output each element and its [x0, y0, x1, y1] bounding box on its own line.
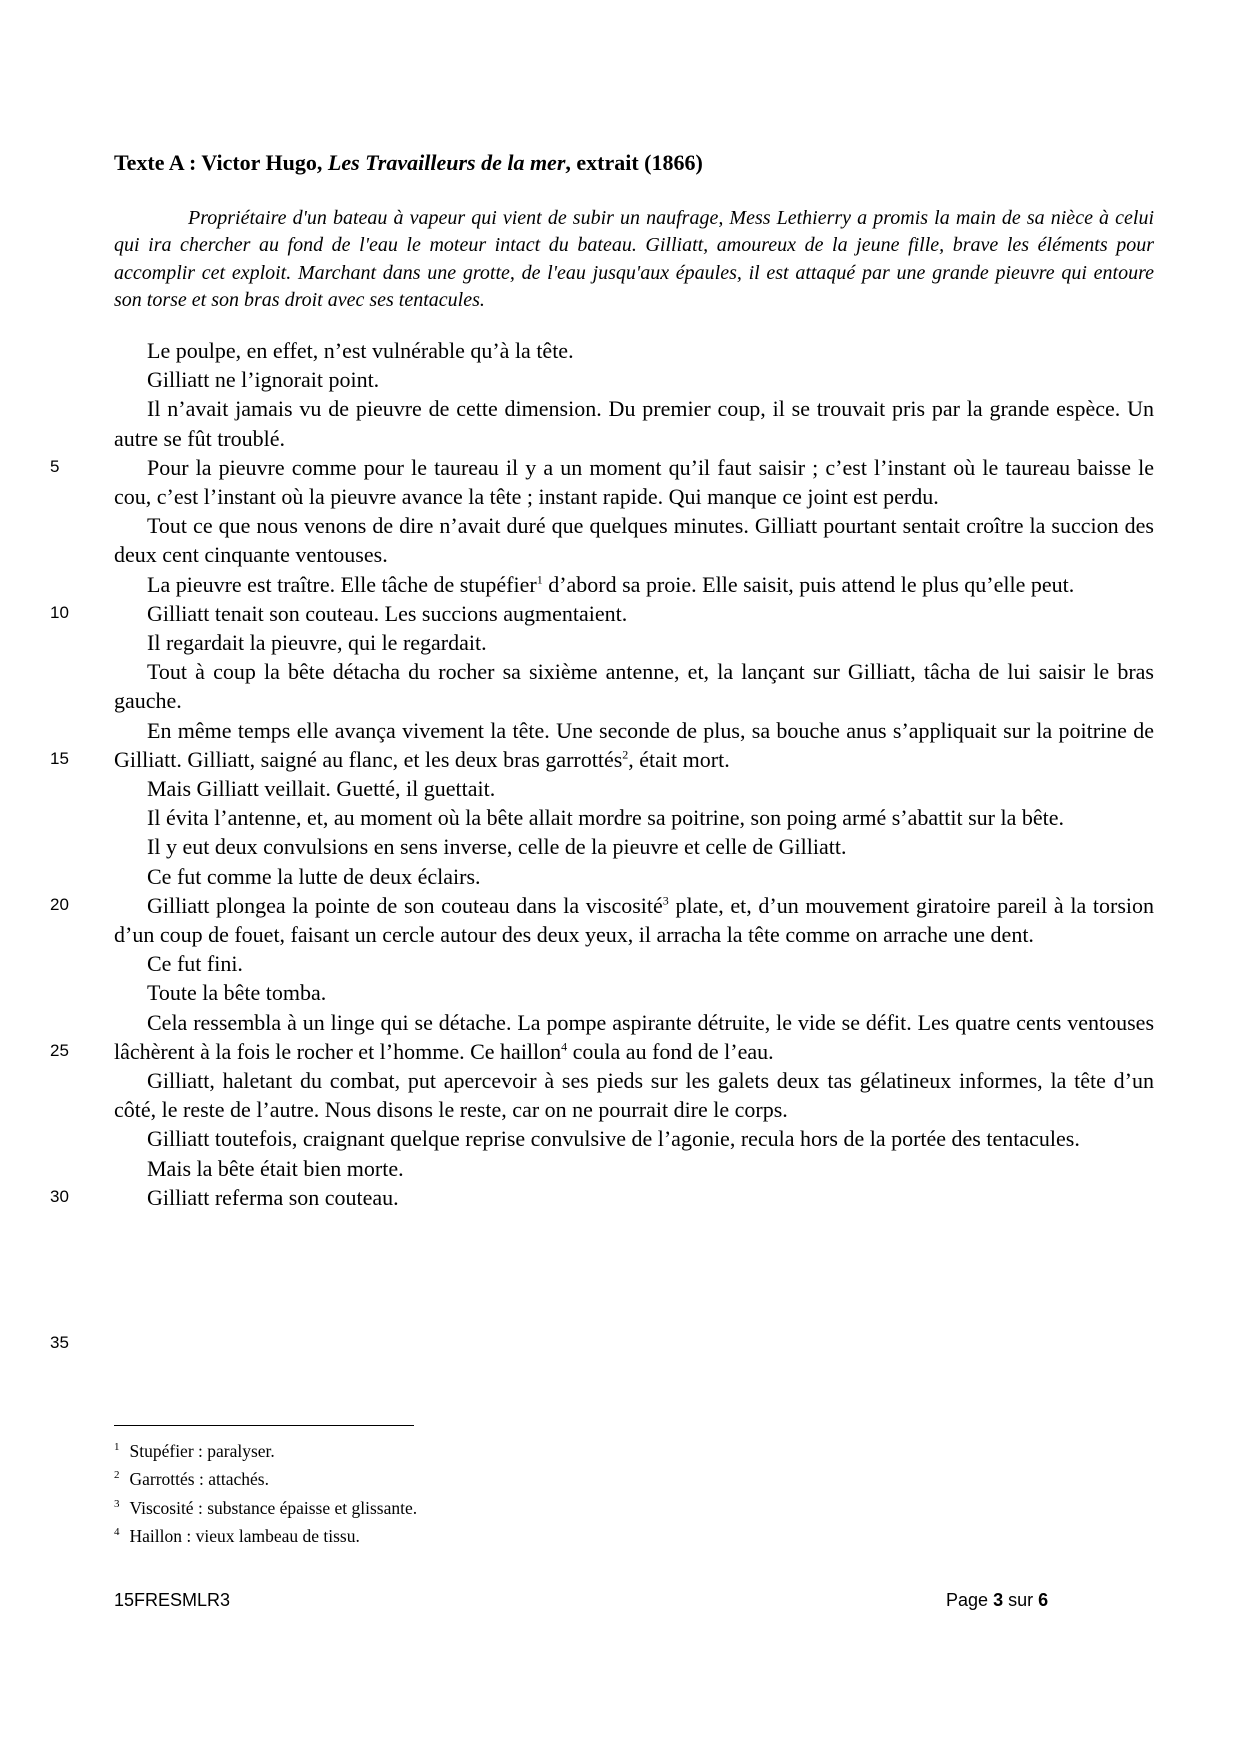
- paragraph: Gilliatt plongea la pointe de son couteau dans la viscosité$^3$ plate, et, d’un mouvement giratoire pareil à la torsion d’un coup de fouet, faisant un cercle autour des deux yeux, il arracha la tête comme on arrache une dent.: [114, 892, 1154, 948]
- footnote-ref: 3: [662, 893, 669, 908]
- paragraph: Mais la bête était bien morte.: [147, 1155, 404, 1181]
- paragraph: Toute la bête tomba.: [147, 980, 327, 1006]
- line-number: 5: [50, 457, 60, 476]
- paragraph: Pour la pieuvre comme pour le taureau il y a un moment qu’il faut saisir ; c’est l’instant où le taureau baisse le cou, c’est l’instant où la pieuvre avance la tête ; instant rapide. Qui manque ce joint est perdu.: [114, 454, 1154, 510]
- line-number: 15: [50, 749, 69, 768]
- paragraph: Le poulpe, en effet, n’est vulnérable qu’à la tête.: [147, 338, 574, 363]
- paragraph: Gilliatt toutefois, craignant quelque reprise convulsive de l’agonie, recula hors de la portée des tentacules.: [147, 1126, 1080, 1152]
- paragraph: Gilliatt tenait son couteau. Les succions augmentaient.: [147, 600, 628, 626]
- footnote: $^2$ Garrottés : attachés.: [114, 1469, 269, 1490]
- page-number: Page 3 sur 6: [946, 1590, 1049, 1610]
- line-number: 35: [50, 1333, 69, 1352]
- paragraph: Il n’avait jamais vu de pieuvre de cette dimension. Du premier coup, il se trouvait pris par la grande espèce. Un autre se fût troublé.: [114, 396, 1154, 451]
- paragraph: Gilliatt referma son couteau.: [147, 1184, 399, 1210]
- paragraph: Mais Gilliatt veillait. Guetté, il guettait.: [147, 776, 496, 802]
- footnote-ref: 4: [561, 1039, 568, 1054]
- paragraph: En même temps elle avança vivement la tête. Une seconde de plus, sa bouche anus s’appliquait sur la poitrine de Gilliatt. Gilliatt, saigné au flanc, et les deux bras garrottés$^2$, était mort.: [114, 717, 1154, 772]
- intro-paragraph: Propriétaire d'un bateau à vapeur qui vient de subir un naufrage, Mess Lethierry a promis la main de sa nièce à celui qui ira chercher au fond de l'eau le moteur intact du bateau. Gilliatt, amoureux de la jeune fille, brave les éléments pour accomplir cet exploit. Marchant dans une grotte, de l'eau jusqu'aux épaules, il est attaqué par une grande pieuvre qui entoure son torse et son bras droit avec ses tentacules.: [114, 207, 1154, 312]
- paragraph: Gilliatt, haletant du combat, put apercevoir à ses pieds sur les galets deux tas gélatineux informes, la tête d’un côté, le reste de l’autre. Nous disons le reste, car on ne pourrait dire le corps.: [114, 1068, 1154, 1123]
- footnote: $^3$ Viscosité : substance épaisse et glissante.: [114, 1497, 418, 1518]
- paragraph: Il regardait la pieuvre, qui le regardait.: [147, 630, 487, 656]
- paragraph: Ce fut fini.: [147, 951, 243, 977]
- paragraph: Tout à coup la bête détacha du rocher sa sixième antenne, et, la lançant sur Gilliatt, tâcha de lui saisir le bras gauche.: [114, 659, 1154, 714]
- paragraph: La pieuvre est traître. Elle tâche de stupéfier$^1$ d’abord sa proie. Elle saisit, puis attend le plus qu’elle peut.: [147, 571, 1075, 597]
- text-title: Texte A : Victor Hugo, Les Travailleurs de la mer, extrait (1866): [114, 150, 703, 175]
- footnote-divider: [114, 1425, 414, 1426]
- paragraph: Tout ce que nous venons de dire n’avait duré que quelques minutes. Gilliatt pourtant sentait croître la succion des deux cent cinquante ventouses.: [114, 513, 1154, 568]
- paragraph: Cela ressembla à un linge qui se détache. La pompe aspirante détruite, le vide se défit. Les quatre cents ventouses lâchèrent à la fois le rocher et l’homme. Ce haillon$^4$ coula au fond de l’eau.: [114, 1009, 1154, 1064]
- document-code: 15FRESMLR3: [114, 1590, 231, 1610]
- footnote-ref: 2: [622, 747, 629, 762]
- paragraph: Il évita l’antenne, et, au moment où la bête allait mordre sa poitrine, son poing armé s’abattit sur la bête.: [147, 805, 1064, 831]
- footnotes: [114, 1435, 417, 1548]
- paragraph: Il y eut deux convulsions en sens inverse, celle de la pieuvre et celle de Gilliatt.: [147, 834, 847, 860]
- passage-body: [114, 336, 1154, 1212]
- line-number: 30: [50, 1187, 69, 1206]
- footnote: $^1$ Stupéfier : paralyser.: [114, 1440, 275, 1461]
- footnote: $^4$ Haillon : vieux lambeau de tissu.: [114, 1525, 360, 1546]
- paragraph: Gilliatt ne l’ignorait point.: [147, 367, 380, 393]
- line-number: 25: [50, 1041, 69, 1060]
- paragraph: Ce fut comme la lutte de deux éclairs.: [147, 863, 481, 889]
- footnote-ref: 1: [536, 572, 543, 587]
- line-number: 10: [50, 603, 69, 622]
- line-number: 20: [50, 895, 69, 914]
